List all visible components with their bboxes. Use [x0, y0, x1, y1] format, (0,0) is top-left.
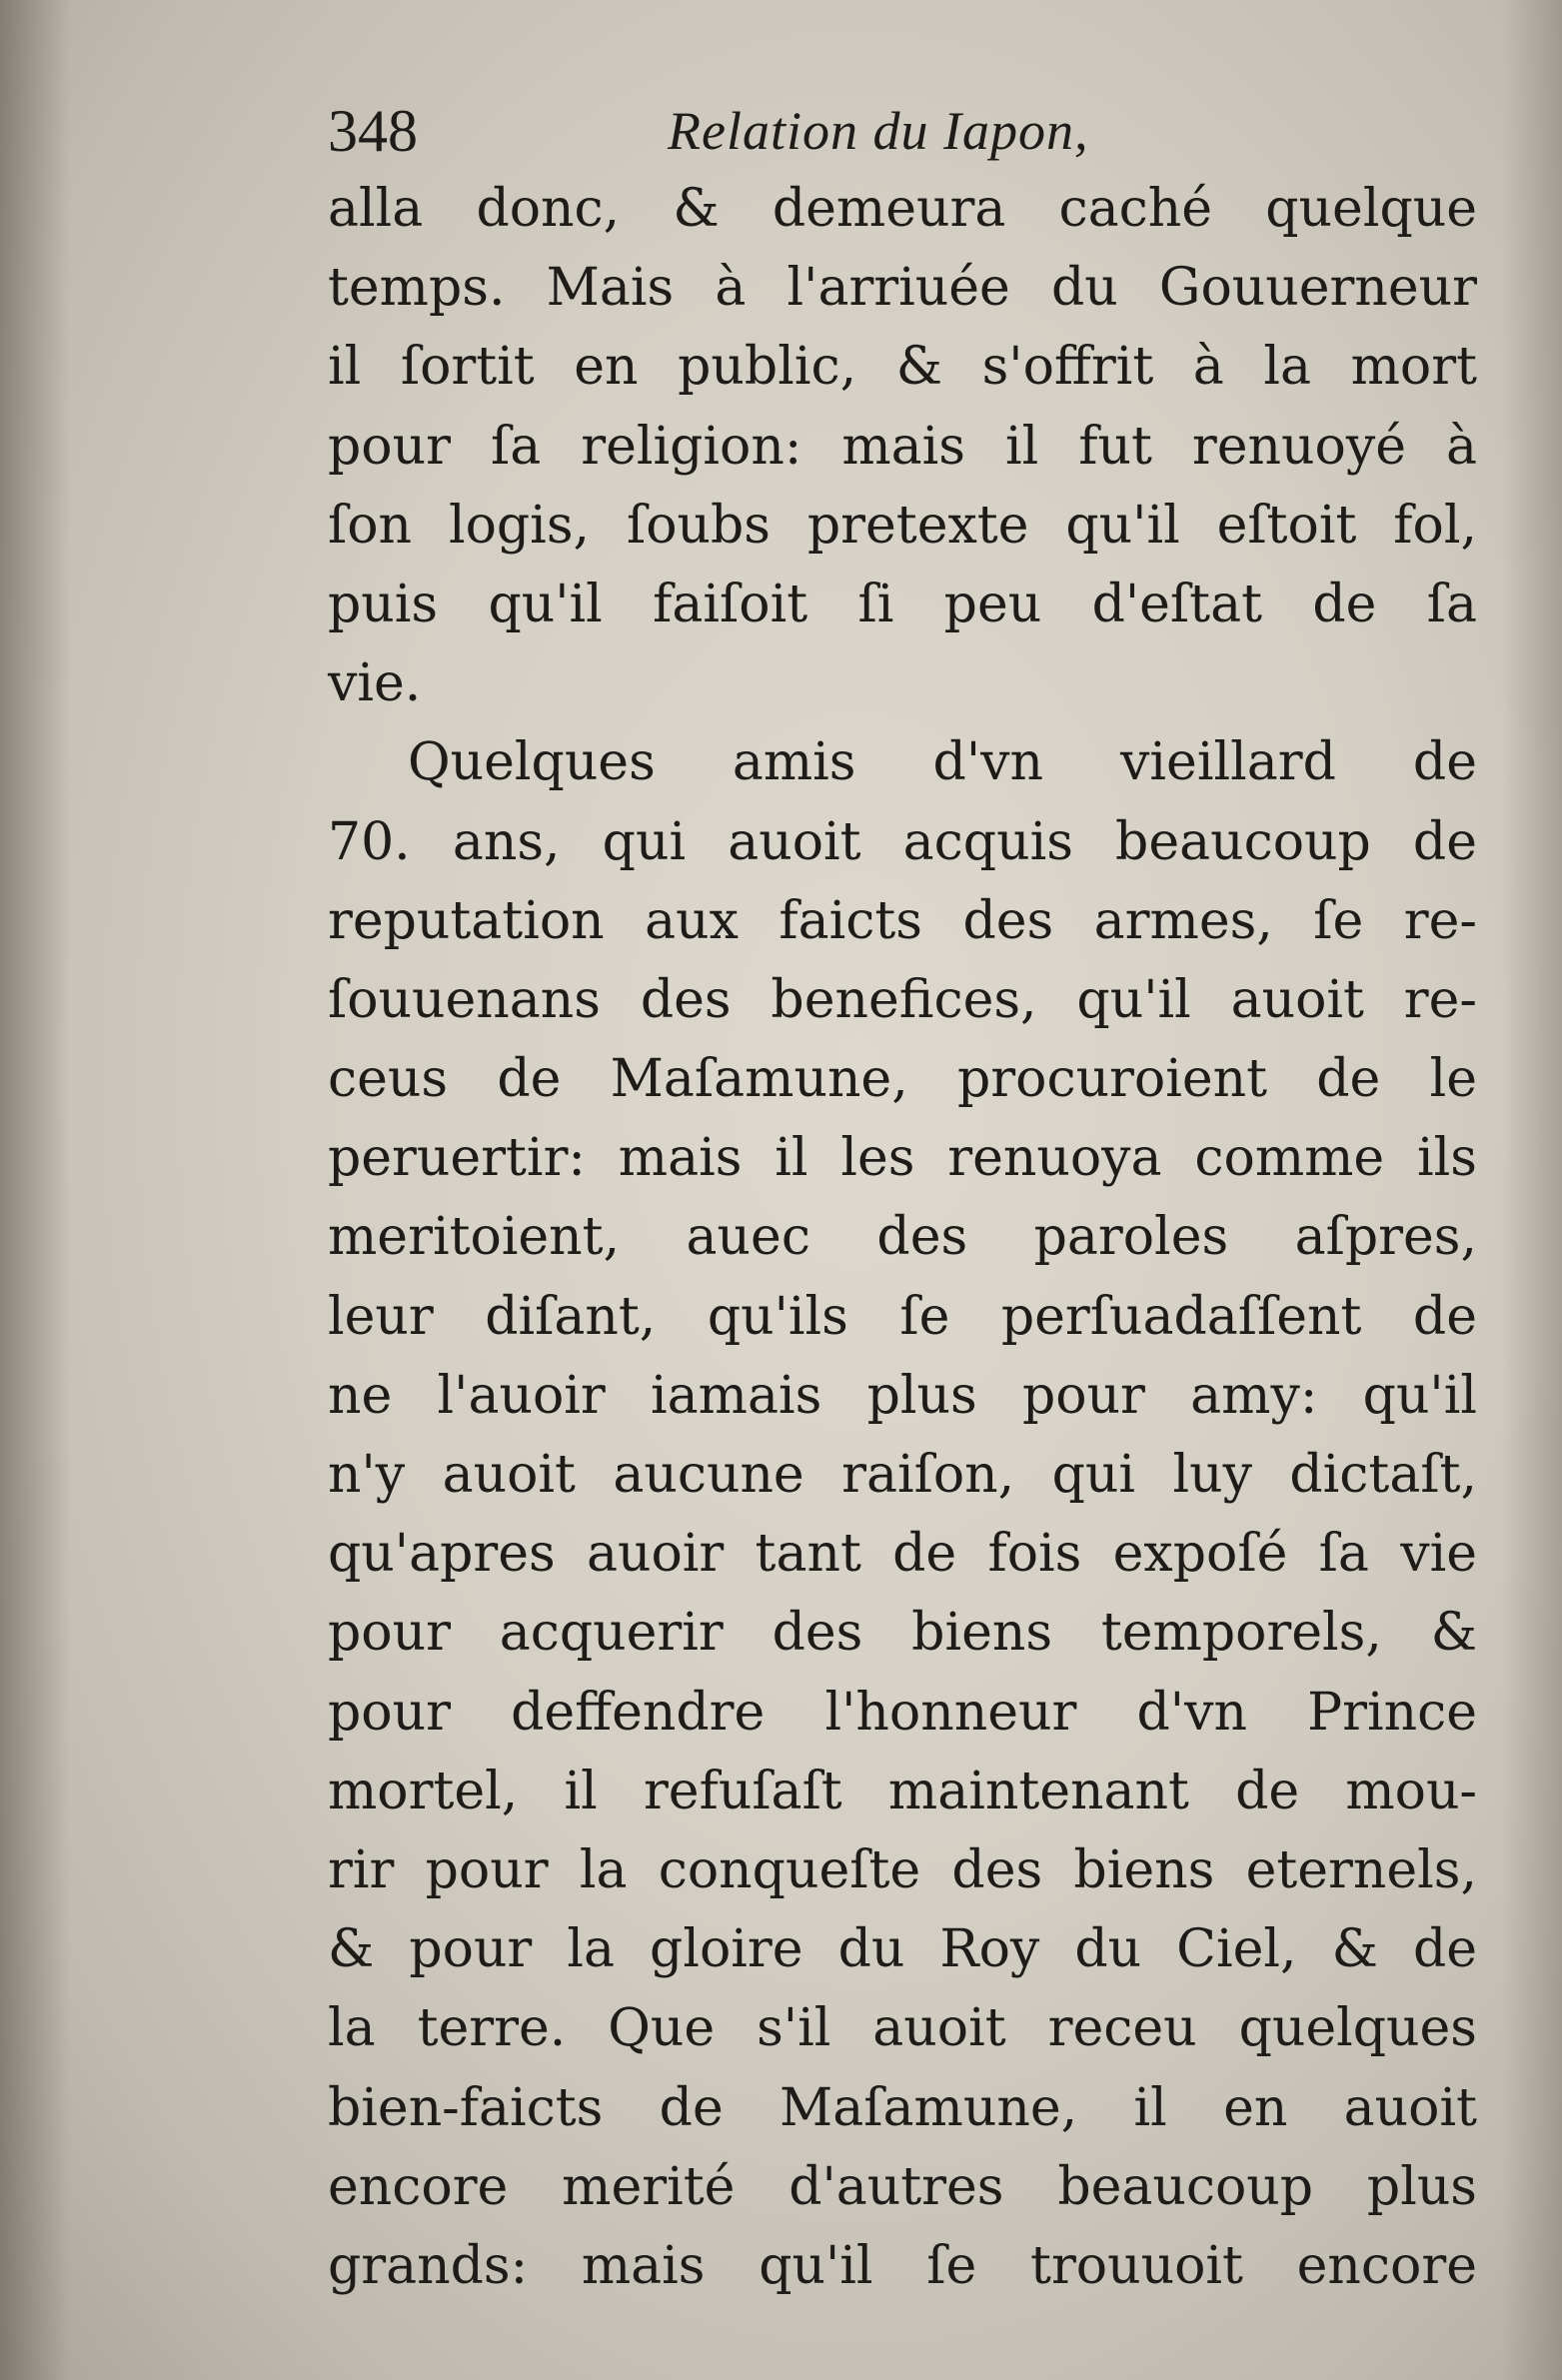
text-line: qu'apres auoir tant de fois expoſé ſa vie	[328, 1524, 1477, 1585]
text-line: mortel, il refuſaſt maintenant de mou-	[328, 1761, 1477, 1821]
text-line: pour deffendre l'honneur d'vn Prince	[328, 1682, 1477, 1743]
text-block	[328, 92, 1477, 2306]
text-line: pour acquerir des biens temporels, &	[328, 1603, 1477, 1664]
text-line: leur diſant, qu'ils ſe perſuadaſſent de	[328, 1286, 1477, 1347]
text-line: puis qu'il faiſoit ſi peu d'eſtat de ſa	[328, 574, 1477, 634]
text-line: rir pour la conqueſte des biens eternels,	[328, 1839, 1477, 1900]
text-line: vie.	[328, 653, 422, 714]
text-line: ceus de Maſamune, procuroient de le	[328, 1049, 1477, 1110]
text-line: la terre. Que s'il auoit receu quelques	[328, 1998, 1477, 2059]
page-header	[328, 92, 1477, 170]
running-title: Relation du Iapon,	[668, 101, 1089, 161]
text-line: encore merité d'autres beaucoup plus	[328, 2156, 1477, 2217]
text-line: alla donc, & demeura caché quelque	[328, 179, 1477, 239]
text-line: temps. Mais à l'arriuée du Gouuerneur	[328, 258, 1477, 319]
text-line: grands: mais qu'il ſe trouuoit encore	[328, 2235, 1477, 2296]
page-edge-shadow	[1502, 0, 1562, 2380]
text-line: bien-faicts de Maſamune, il en auoit	[328, 2077, 1477, 2138]
paragraph-2	[328, 723, 1477, 2306]
text-line: meritoient, auec des paroles aſpres,	[328, 1207, 1477, 1268]
text-line: il ſortit en public, & s'offrit à la mort	[328, 337, 1477, 398]
text-line: ſon logis, ſoubs pretexte qu'il eſtoit fol,	[328, 495, 1477, 556]
page-number: 348	[328, 98, 418, 164]
text-line: n'y auoit aucune raiſon, qui luy dictaſt,	[328, 1445, 1477, 1505]
text-line: reputation aux faicts des armes, ſe re-	[328, 890, 1477, 951]
text-line: & pour la gloire du Roy du Ciel, & de	[328, 1919, 1477, 1980]
text-line: Quelques amis d'vn vieillard de	[408, 732, 1477, 793]
gutter-shadow	[0, 0, 70, 2380]
text-line: ſouuenans des benefices, qu'il auoit re-	[328, 969, 1477, 1030]
text-line: 70. ans, qui auoit acquis beaucoup de	[328, 811, 1477, 872]
text-line: ne l'auoir iamais plus pour amy: qu'il	[328, 1365, 1477, 1426]
text-line: pour ſa religion: mais il fut renuoyé à	[328, 416, 1477, 477]
text-line: peruertir: mais il les renuoya comme ils	[328, 1128, 1477, 1189]
paragraph-1	[328, 170, 1477, 723]
